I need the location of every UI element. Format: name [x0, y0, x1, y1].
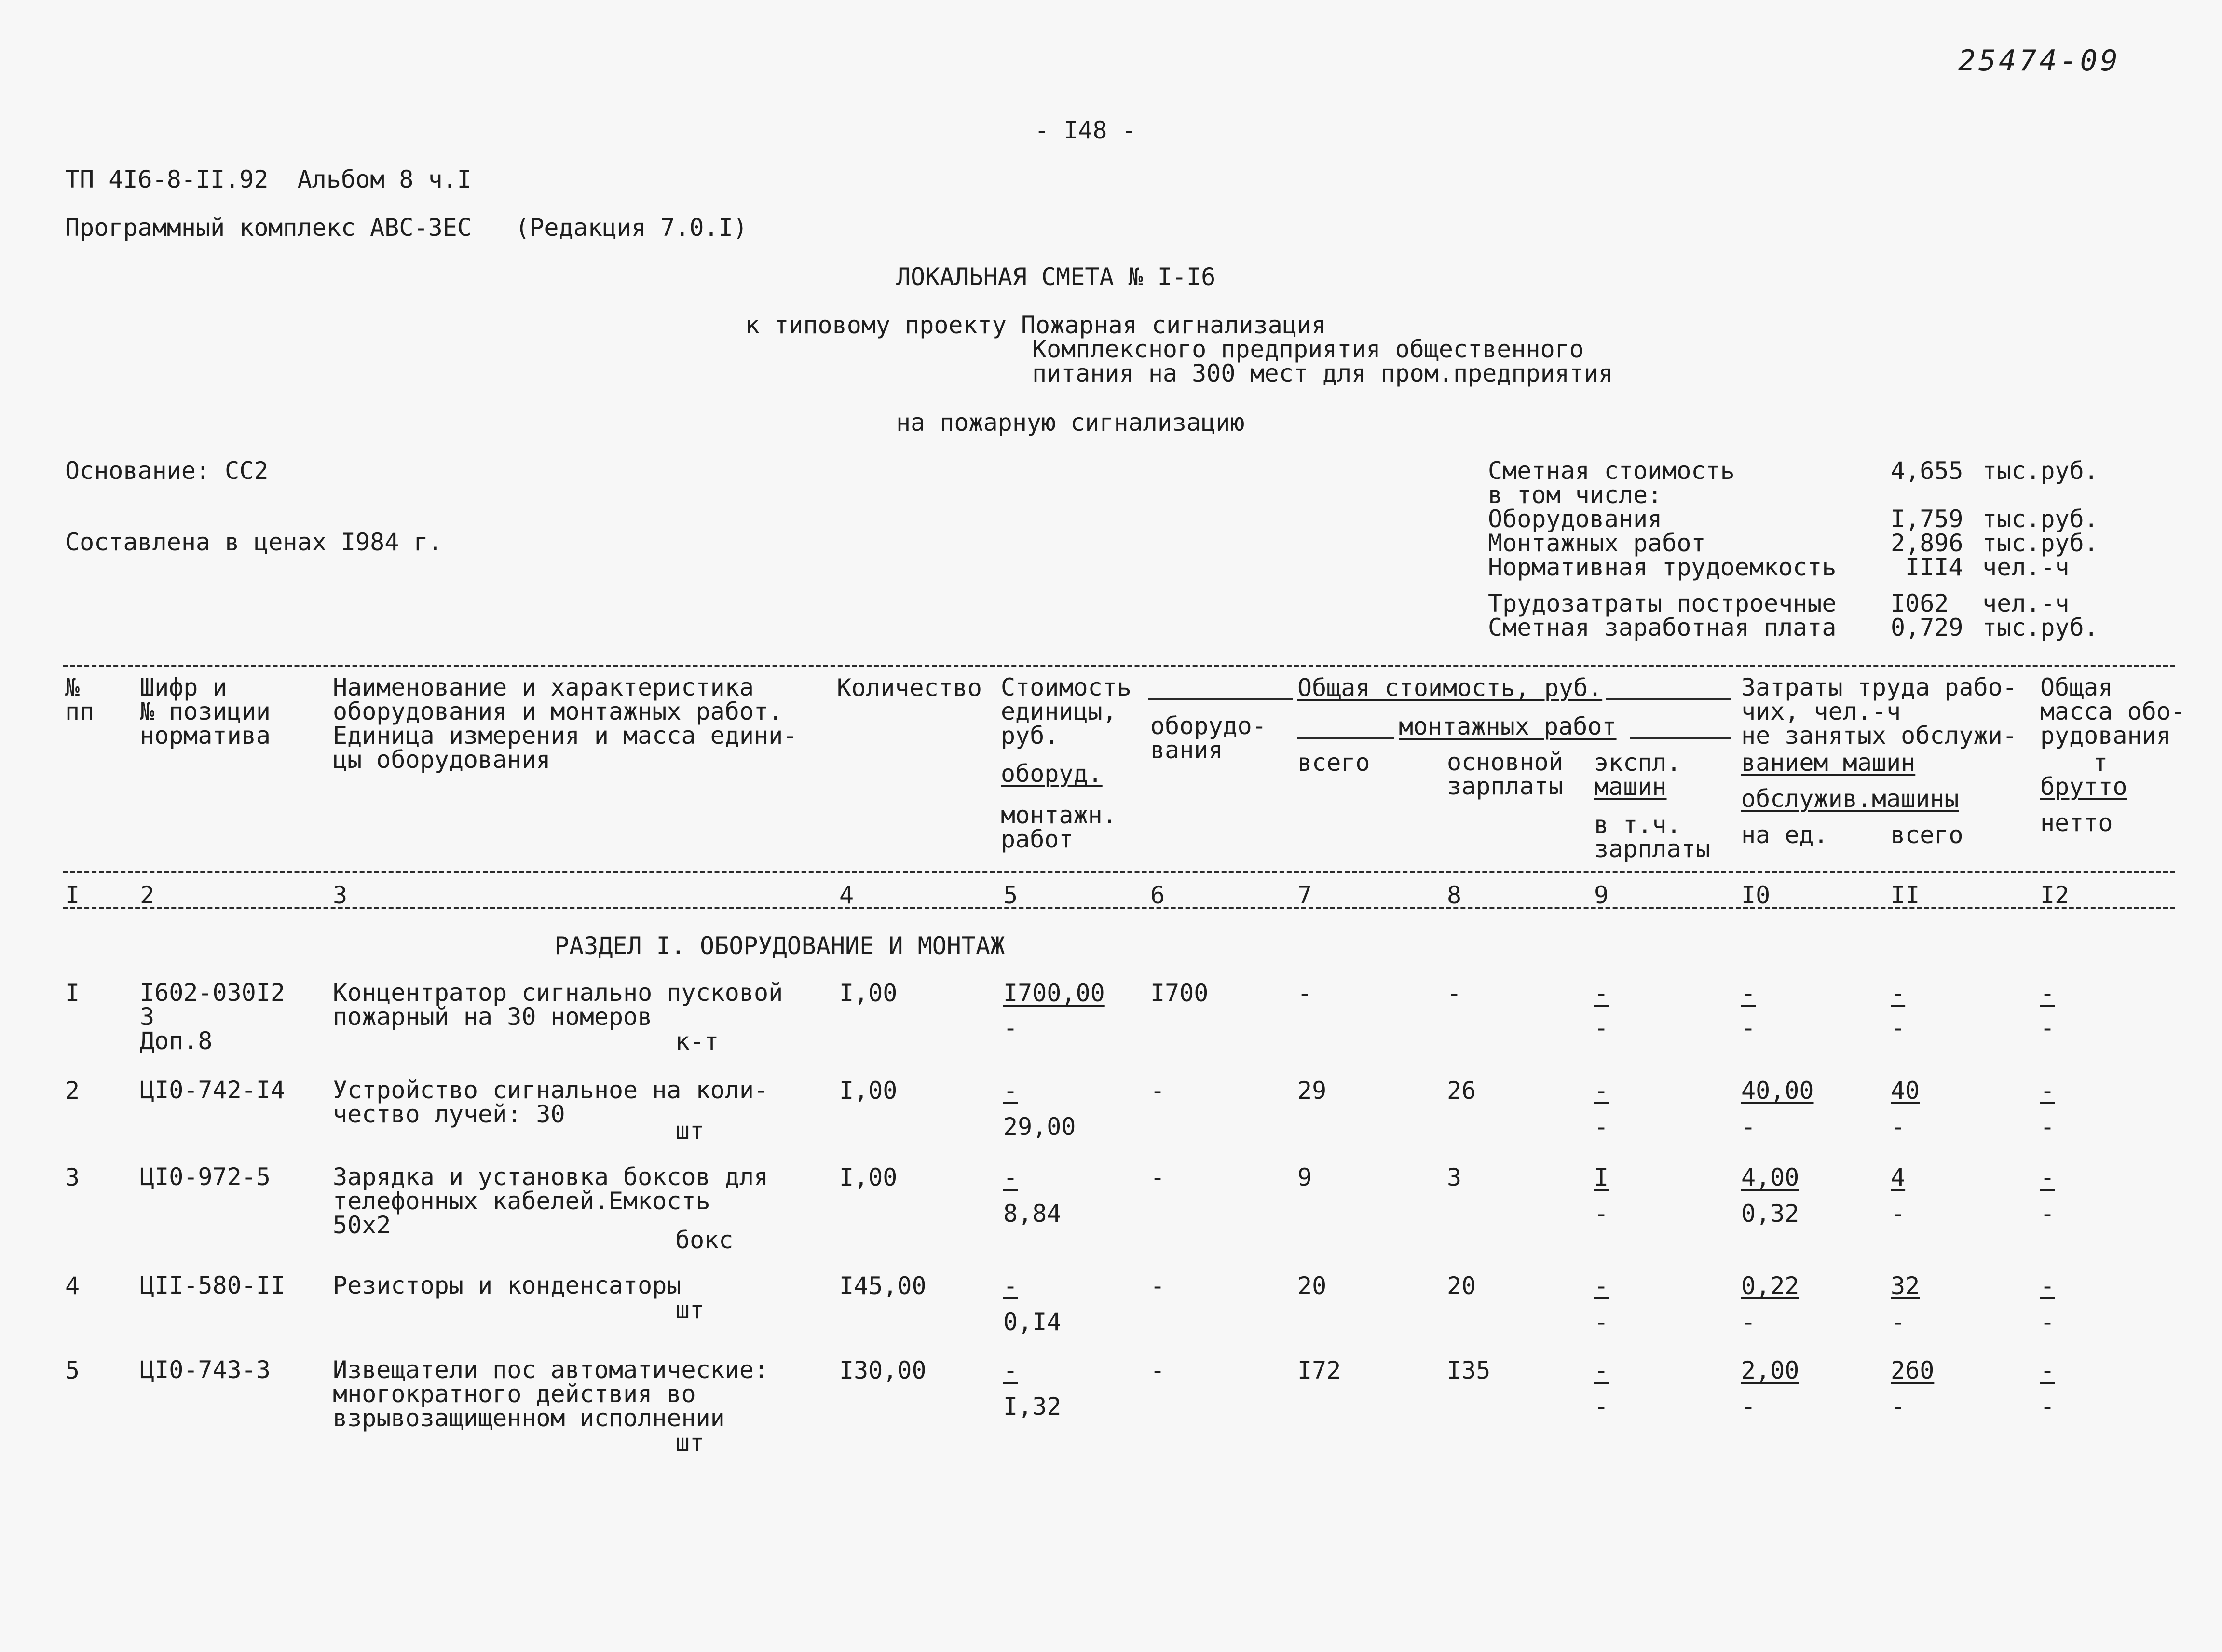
summary-label: Сметная стоимость [1488, 457, 1735, 485]
row-mounting-total: I72 [1297, 1356, 1341, 1384]
row-name: Извещатели пос автоматические: многократного действия во взрывозащищенном исполнении [333, 1356, 769, 1432]
row-mass-netto: - [2040, 1113, 2055, 1141]
row-code: I602-030I2 3 Доп.8 [140, 979, 286, 1055]
row-machine-operation: - [1594, 1356, 1609, 1384]
row-labor-total: 40 [1891, 1077, 1920, 1105]
row-quantity: I30,00 [839, 1356, 927, 1384]
document-title: ЛОКАЛЬНАЯ СМЕТА № I-I6 [896, 263, 1216, 291]
summary-label: Трудозатраты построечные [1488, 589, 1837, 617]
header-labor-machine-service: обслужив.машины [1741, 785, 1959, 813]
row-code: ЦI0-742-I4 [140, 1076, 286, 1104]
summary-label: Сметная заработная плата [1488, 614, 1837, 642]
row-mounting-total: 20 [1297, 1272, 1327, 1300]
row-base-salary: 26 [1447, 1077, 1476, 1105]
row-quantity: I45,00 [839, 1272, 927, 1300]
header-total-cost-rule-right [1606, 698, 1731, 700]
header-total-cost-rule-left [1148, 698, 1293, 700]
column-number: II [1891, 881, 1920, 909]
row-unit-cost-equipment: I700,00 [1003, 979, 1105, 1007]
row-unit-cost-mounting: 29,00 [1003, 1113, 1076, 1141]
column-number: 7 [1297, 881, 1312, 909]
subtitle-line-3: питания на 300 мест для пром.предприятия [1032, 359, 1613, 387]
prices-line: Составлена в ценах I984 г. [65, 528, 443, 556]
row-mounting-total: - [1297, 979, 1312, 1007]
row-mass-brutto: - [2040, 979, 2055, 1007]
row-labor-per-unit: - [1741, 979, 1756, 1007]
row-mass-brutto: - [2040, 1077, 2055, 1105]
header-col-12-top: Общая масса обо- рудования [2040, 673, 2186, 750]
row-base-salary: I35 [1447, 1356, 1491, 1384]
row-mass-netto: - [2040, 1393, 2055, 1420]
header-col-9-bottom: в т.ч. зарплаты [1594, 811, 1710, 863]
header-col-10: на ед. [1741, 821, 1828, 849]
header-bottom-rule [63, 871, 2175, 873]
row-number: I [65, 979, 80, 1007]
row-machine-operation: I [1594, 1163, 1609, 1191]
row-unit-cost-mounting: 0,I4 [1003, 1308, 1062, 1336]
row-labor-per-unit: 40,00 [1741, 1077, 1814, 1105]
subtitle-line-2: Комплексного предприятия общественного [1032, 335, 1584, 363]
header-col-1: № пп [65, 673, 95, 725]
row-code: ЦI0-743-3 [140, 1356, 271, 1384]
row-unit: к-т [675, 1027, 719, 1055]
summary-label: Оборудования [1488, 505, 1663, 533]
summary-value: 4,655 [1891, 457, 1963, 485]
page-number: - I48 - [1035, 116, 1136, 144]
column-number: 3 [333, 881, 348, 909]
column-number: I [65, 881, 80, 909]
subtitle-line-1: к типовому проекту Пожарная сигнализация [745, 311, 1326, 339]
document-purpose: на пожарную сигнализацию [896, 409, 1245, 437]
summary-unit: тыс.руб. [1982, 505, 2099, 533]
row-unit-cost-equipment: - [1003, 1163, 1018, 1191]
row-unit-cost-mounting: I,32 [1003, 1393, 1062, 1420]
row-unit: шт [675, 1117, 705, 1145]
row-labor-machine-per-unit: - [1741, 1113, 1756, 1141]
column-number: 6 [1150, 881, 1165, 909]
row-equipment-total: - [1150, 1272, 1165, 1300]
header-col-5-equipment: оборуд. [1001, 760, 1103, 788]
row-unit-cost-equipment: - [1003, 1077, 1018, 1105]
row-machine-salary: - [1594, 1113, 1609, 1141]
column-number: I0 [1741, 881, 1771, 909]
header-col-7: всего [1297, 749, 1370, 777]
row-labor-machine-total: - [1891, 1308, 1906, 1336]
row-machine-operation: - [1594, 979, 1609, 1007]
summary-value: 0,729 [1891, 614, 1963, 642]
row-machine-salary: - [1594, 1308, 1609, 1336]
row-labor-total: 260 [1891, 1356, 1935, 1384]
row-number: 5 [65, 1356, 80, 1384]
header-col-5-top: Стоимость единицы, руб. [1001, 673, 1131, 750]
row-equipment-total: - [1150, 1163, 1165, 1191]
summary-label: в том числе: [1488, 481, 1663, 509]
header-col-9-mid: машин [1594, 773, 1667, 801]
row-labor-machine-per-unit: - [1741, 1014, 1756, 1042]
row-labor-total: - [1891, 979, 1906, 1007]
row-base-salary: 20 [1447, 1272, 1476, 1300]
album-line: ТП 4I6-8-II.92 Альбом 8 ч.I [65, 165, 472, 193]
row-mass-brutto: - [2040, 1272, 2055, 1300]
row-unit-cost-mounting: 8,84 [1003, 1200, 1062, 1228]
row-labor-machine-total: - [1891, 1393, 1906, 1420]
row-labor-per-unit: 0,22 [1741, 1272, 1799, 1300]
row-equipment-total: I700 [1150, 979, 1209, 1007]
header-labor: Затраты труда рабо- чих, чел.-ч не занятых обслужи- [1741, 673, 2017, 750]
row-mass-brutto: - [2040, 1163, 2055, 1191]
summary-unit: тыс.руб. [1982, 614, 2099, 642]
row-number: 2 [65, 1077, 80, 1105]
summary-unit: чел.-ч [1982, 553, 2070, 581]
header-labor-machines: ванием машин [1741, 749, 1916, 777]
sheet-number: 25474-09 [1958, 44, 2121, 78]
column-number: 4 [839, 881, 854, 909]
summary-value: 2,896 [1891, 529, 1963, 557]
row-machine-salary: - [1594, 1393, 1609, 1420]
row-labor-per-unit: 2,00 [1741, 1356, 1799, 1384]
row-number: 3 [65, 1163, 80, 1191]
row-mounting-total: 9 [1297, 1163, 1312, 1191]
row-name: Резисторы и конденсаторы [333, 1271, 682, 1299]
header-col-9-top: экспл. [1594, 749, 1681, 777]
row-name: Концентратор сигнально пусковой пожарный на 30 номеров [333, 979, 783, 1031]
column-number: 9 [1594, 881, 1609, 909]
row-unit: бокс [675, 1226, 734, 1254]
summary-unit: чел.-ч [1982, 589, 2070, 617]
header-top-rule [63, 665, 2175, 667]
header-col-11: всего [1891, 821, 1963, 849]
row-machine-operation: - [1594, 1077, 1609, 1105]
header-col-12-netto: нетто [2040, 809, 2113, 837]
header-mounting-rule-left [1297, 737, 1394, 739]
header-col-8: основной зарплаты [1447, 748, 1563, 800]
header-col-4: Количество [837, 674, 982, 702]
summary-value: I062 [1891, 589, 1949, 617]
header-mounting-rule-right [1630, 737, 1731, 739]
row-unit-cost-mounting: - [1003, 1014, 1018, 1042]
row-labor-machine-total: - [1891, 1200, 1906, 1228]
row-labor-machine-per-unit: 0,32 [1741, 1200, 1799, 1228]
row-quantity: I,00 [839, 1163, 898, 1191]
row-unit: шт [675, 1296, 705, 1324]
column-numbers-rule [63, 907, 2175, 909]
row-unit-cost-equipment: - [1003, 1272, 1018, 1300]
row-machine-salary: - [1594, 1200, 1609, 1228]
column-number: 5 [1003, 881, 1018, 909]
row-labor-total: 4 [1891, 1163, 1906, 1191]
row-labor-per-unit: 4,00 [1741, 1163, 1799, 1191]
row-unit-cost-equipment: - [1003, 1356, 1018, 1384]
summary-label: Монтажных работ [1488, 529, 1706, 557]
row-labor-machine-per-unit: - [1741, 1308, 1756, 1336]
row-equipment-total: - [1150, 1356, 1165, 1384]
row-quantity: I,00 [839, 979, 898, 1007]
row-name: Зарядка и установка боксов для телефонных кабелей.Емкость 50х2 [333, 1163, 769, 1239]
header-total-cost: Общая стоимость, руб. [1297, 674, 1603, 702]
row-code: ЦI0-972-5 [140, 1163, 271, 1191]
row-mass-netto: - [2040, 1308, 2055, 1336]
summary-value: I,759 [1891, 505, 1963, 533]
row-mounting-total: 29 [1297, 1077, 1327, 1105]
summary-label: Нормативная трудоемкость [1488, 553, 1837, 581]
section-title: РАЗДЕЛ I. ОБОРУДОВАНИЕ И МОНТАЖ [555, 932, 1005, 960]
row-machine-salary: - [1594, 1014, 1609, 1042]
row-labor-machine-total: - [1891, 1113, 1906, 1141]
row-machine-operation: - [1594, 1272, 1609, 1300]
row-mass-netto: - [2040, 1200, 2055, 1228]
row-unit: шт [675, 1429, 705, 1457]
row-labor-machine-total: - [1891, 1014, 1906, 1042]
column-number: 2 [140, 881, 155, 909]
row-name: Устройство сигнальное на коли- чество лучей: 30 [333, 1076, 769, 1128]
header-col-5-mounting: монтажн. работ [1001, 801, 1117, 853]
row-quantity: I,00 [839, 1077, 898, 1105]
row-mass-netto: - [2040, 1014, 2055, 1042]
summary-value: III4 [1905, 553, 1963, 581]
row-code: ЦII-580-II [140, 1271, 286, 1299]
row-number: 4 [65, 1272, 80, 1300]
header-col-2: Шифр и № позиции норматива [140, 673, 271, 750]
header-col-12-unit: т [2093, 749, 2108, 777]
column-number: 8 [1447, 881, 1462, 909]
row-mass-brutto: - [2040, 1356, 2055, 1384]
row-labor-machine-per-unit: - [1741, 1393, 1756, 1420]
basis-line: Основание: СС2 [65, 457, 269, 485]
summary-unit: тыс.руб. [1982, 529, 2099, 557]
header-col-3: Наименование и характеристика оборудования и монтажных работ. Единица измерения и масса едини- цы оборудования [333, 673, 798, 774]
header-col-12-brutto: брутто [2040, 773, 2127, 801]
row-equipment-total: - [1150, 1077, 1165, 1105]
summary-unit: тыс.руб. [1982, 457, 2099, 485]
software-line: Программный комплекс АВС-ЗЕС (Редакция 7.0.I) [65, 214, 748, 242]
column-number: I2 [2040, 881, 2070, 909]
header-col-6: оборудо- вания [1150, 712, 1267, 764]
row-base-salary: - [1447, 979, 1462, 1007]
header-mounting-works: монтажных работ [1399, 712, 1617, 740]
row-labor-total: 32 [1891, 1272, 1920, 1300]
row-base-salary: 3 [1447, 1163, 1462, 1191]
